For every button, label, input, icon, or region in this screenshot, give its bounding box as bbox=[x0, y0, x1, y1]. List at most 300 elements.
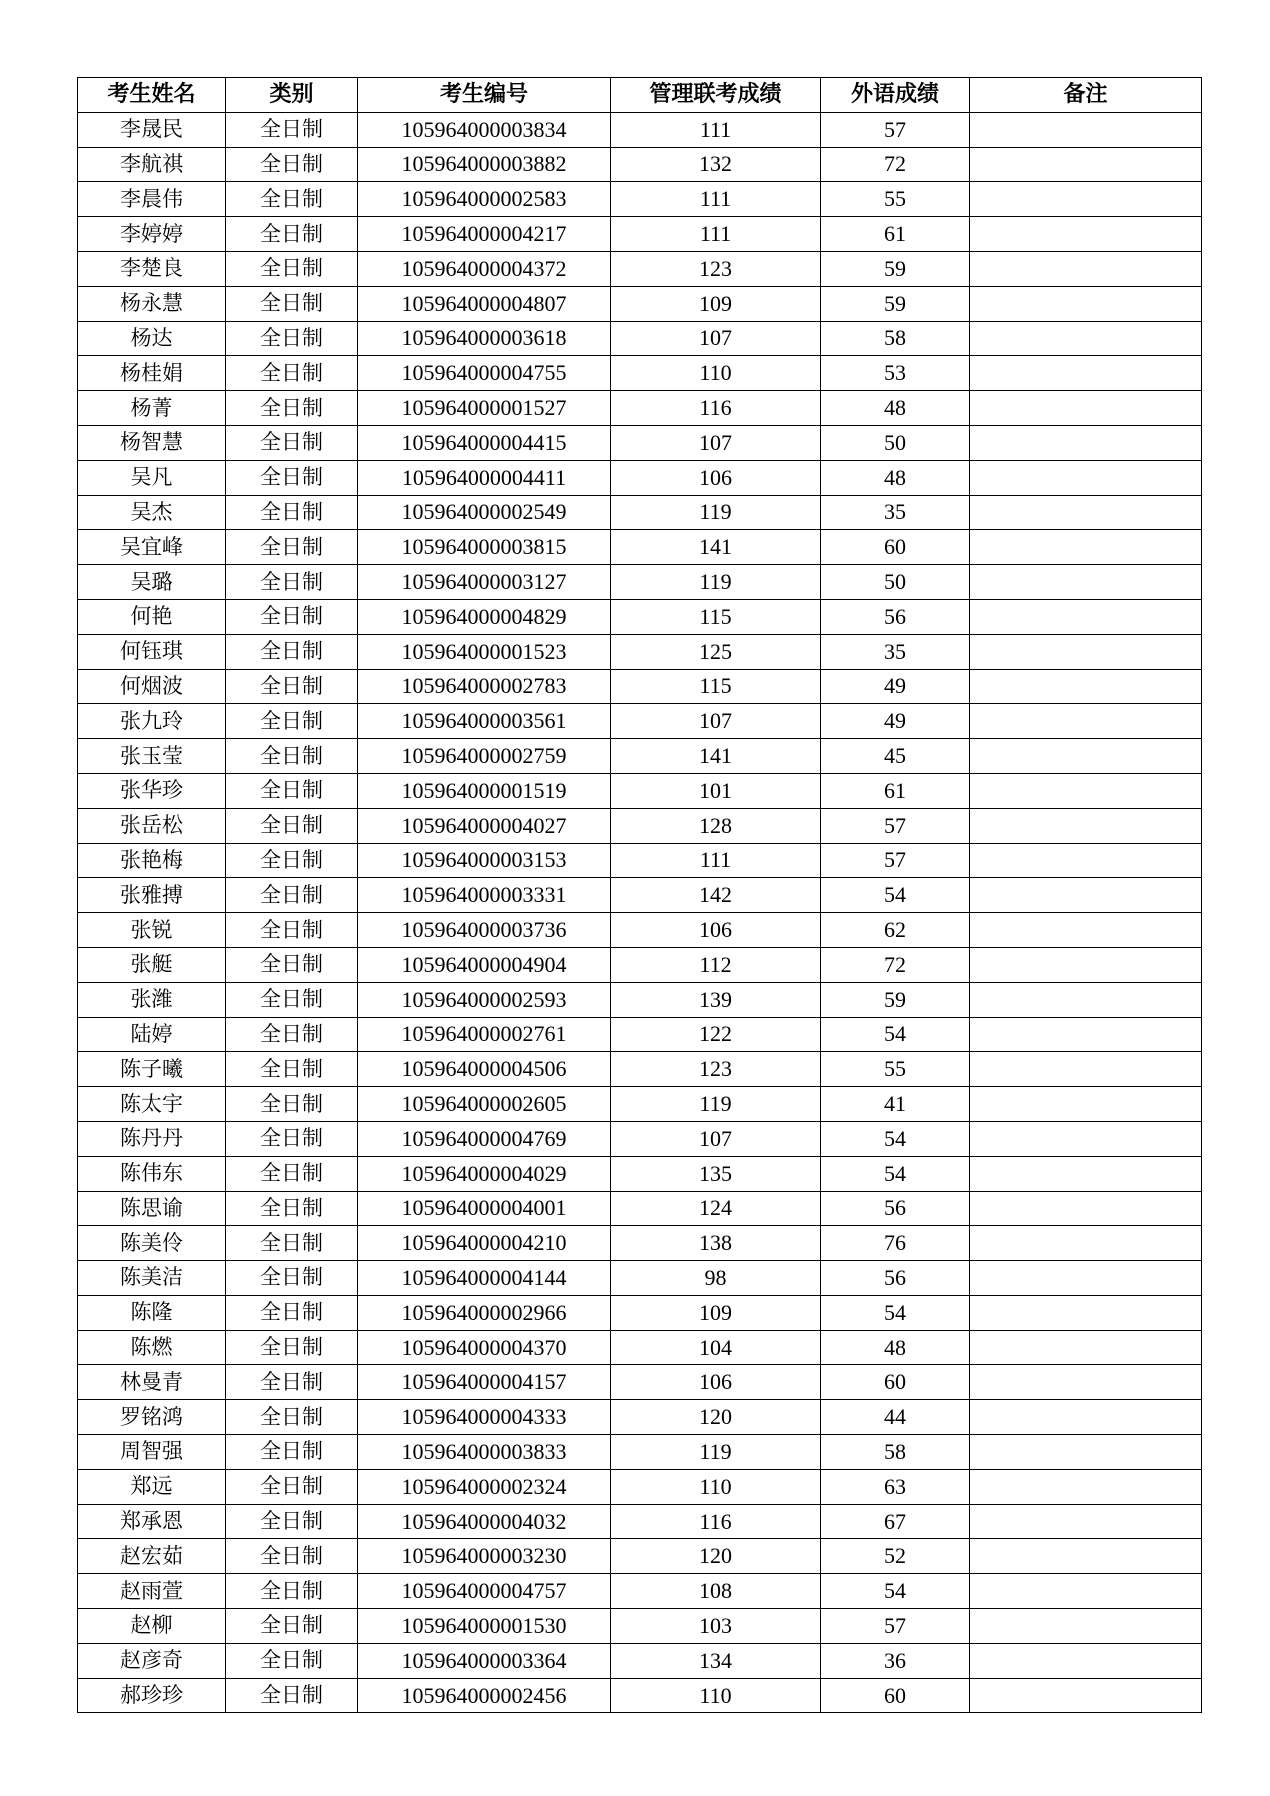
cell-foreign-score: 50 bbox=[821, 565, 970, 600]
cell-mgmt-score: 141 bbox=[611, 739, 821, 774]
table-row bbox=[78, 1156, 1202, 1191]
cell-category: 全日制 bbox=[226, 391, 358, 426]
cell-name: 赵宏茹 bbox=[78, 1539, 226, 1574]
table-row bbox=[78, 1295, 1202, 1330]
cell-mgmt-score: 119 bbox=[611, 1435, 821, 1470]
cell-candidate-id: 105964000004372 bbox=[358, 251, 611, 286]
cell-candidate-id: 105964000002324 bbox=[358, 1469, 611, 1504]
cell-note bbox=[970, 1052, 1202, 1087]
cell-candidate-id: 105964000002759 bbox=[358, 739, 611, 774]
table-row bbox=[78, 913, 1202, 948]
table-row bbox=[78, 982, 1202, 1017]
cell-name: 郝珍珍 bbox=[78, 1678, 226, 1713]
cell-name: 郑远 bbox=[78, 1469, 226, 1504]
cell-note bbox=[970, 947, 1202, 982]
cell-mgmt-score: 123 bbox=[611, 1052, 821, 1087]
header-candidate-id: 考生编号 bbox=[358, 78, 611, 113]
cell-mgmt-score: 109 bbox=[611, 286, 821, 321]
cell-category: 全日制 bbox=[226, 878, 358, 913]
cell-name: 张雅搏 bbox=[78, 878, 226, 913]
cell-name: 周智强 bbox=[78, 1435, 226, 1470]
cell-category: 全日制 bbox=[226, 1539, 358, 1574]
cell-candidate-id: 105964000004769 bbox=[358, 1121, 611, 1156]
cell-foreign-score: 61 bbox=[821, 217, 970, 252]
header-mgmt-score: 管理联考成绩 bbox=[611, 78, 821, 113]
cell-mgmt-score: 110 bbox=[611, 356, 821, 391]
cell-name: 李晨伟 bbox=[78, 182, 226, 217]
cell-note bbox=[970, 669, 1202, 704]
cell-mgmt-score: 142 bbox=[611, 878, 821, 913]
cell-foreign-score: 67 bbox=[821, 1504, 970, 1539]
cell-mgmt-score: 108 bbox=[611, 1574, 821, 1609]
cell-candidate-id: 105964000004032 bbox=[358, 1504, 611, 1539]
cell-foreign-score: 55 bbox=[821, 1052, 970, 1087]
cell-name: 张华珍 bbox=[78, 773, 226, 808]
cell-category: 全日制 bbox=[226, 1295, 358, 1330]
cell-name: 陈燃 bbox=[78, 1330, 226, 1365]
cell-note bbox=[970, 530, 1202, 565]
cell-foreign-score: 61 bbox=[821, 773, 970, 808]
cell-foreign-score: 57 bbox=[821, 1609, 970, 1644]
cell-name: 罗铭鸿 bbox=[78, 1400, 226, 1435]
cell-note bbox=[970, 391, 1202, 426]
cell-foreign-score: 44 bbox=[821, 1400, 970, 1435]
cell-candidate-id: 105964000002761 bbox=[358, 1017, 611, 1052]
table-row bbox=[78, 599, 1202, 634]
cell-note bbox=[970, 1435, 1202, 1470]
cell-candidate-id: 105964000002605 bbox=[358, 1087, 611, 1122]
table-row bbox=[78, 1191, 1202, 1226]
cell-category: 全日制 bbox=[226, 982, 358, 1017]
cell-foreign-score: 54 bbox=[821, 1121, 970, 1156]
cell-mgmt-score: 125 bbox=[611, 634, 821, 669]
cell-mgmt-score: 98 bbox=[611, 1261, 821, 1296]
cell-foreign-score: 56 bbox=[821, 1261, 970, 1296]
table-row bbox=[78, 1087, 1202, 1122]
cell-candidate-id: 105964000002456 bbox=[358, 1678, 611, 1713]
cell-note bbox=[970, 704, 1202, 739]
cell-foreign-score: 49 bbox=[821, 669, 970, 704]
cell-foreign-score: 56 bbox=[821, 599, 970, 634]
table-row bbox=[78, 182, 1202, 217]
cell-name: 李楚良 bbox=[78, 251, 226, 286]
cell-note bbox=[970, 356, 1202, 391]
cell-candidate-id: 105964000004001 bbox=[358, 1191, 611, 1226]
cell-category: 全日制 bbox=[226, 217, 358, 252]
cell-category: 全日制 bbox=[226, 1678, 358, 1713]
table-row bbox=[78, 1400, 1202, 1435]
table-row bbox=[78, 321, 1202, 356]
cell-candidate-id: 105964000004217 bbox=[358, 217, 611, 252]
table-body bbox=[78, 112, 1202, 1713]
cell-category: 全日制 bbox=[226, 1052, 358, 1087]
cell-category: 全日制 bbox=[226, 1087, 358, 1122]
table-header bbox=[78, 78, 1202, 113]
cell-candidate-id: 105964000002783 bbox=[358, 669, 611, 704]
cell-candidate-id: 105964000004029 bbox=[358, 1156, 611, 1191]
cell-note bbox=[970, 112, 1202, 147]
cell-note bbox=[970, 878, 1202, 913]
cell-candidate-id: 105964000002593 bbox=[358, 982, 611, 1017]
cell-note bbox=[970, 321, 1202, 356]
cell-name: 赵彦奇 bbox=[78, 1643, 226, 1678]
cell-foreign-score: 63 bbox=[821, 1469, 970, 1504]
cell-category: 全日制 bbox=[226, 565, 358, 600]
cell-note bbox=[970, 565, 1202, 600]
cell-candidate-id: 105964000004210 bbox=[358, 1226, 611, 1261]
cell-category: 全日制 bbox=[226, 1261, 358, 1296]
cell-note bbox=[970, 1574, 1202, 1609]
cell-note bbox=[970, 1643, 1202, 1678]
cell-candidate-id: 105964000004506 bbox=[358, 1052, 611, 1087]
cell-name: 陈子曦 bbox=[78, 1052, 226, 1087]
cell-category: 全日制 bbox=[226, 1609, 358, 1644]
cell-mgmt-score: 119 bbox=[611, 565, 821, 600]
cell-name: 吴杰 bbox=[78, 495, 226, 530]
cell-category: 全日制 bbox=[226, 1156, 358, 1191]
cell-category: 全日制 bbox=[226, 1017, 358, 1052]
table-row bbox=[78, 1261, 1202, 1296]
cell-candidate-id: 105964000004755 bbox=[358, 356, 611, 391]
cell-note bbox=[970, 599, 1202, 634]
cell-name: 郑承恩 bbox=[78, 1504, 226, 1539]
cell-category: 全日制 bbox=[226, 599, 358, 634]
cell-name: 张艇 bbox=[78, 947, 226, 982]
cell-name: 杨达 bbox=[78, 321, 226, 356]
cell-category: 全日制 bbox=[226, 286, 358, 321]
cell-category: 全日制 bbox=[226, 495, 358, 530]
table-row bbox=[78, 1226, 1202, 1261]
cell-name: 杨永慧 bbox=[78, 286, 226, 321]
cell-foreign-score: 58 bbox=[821, 321, 970, 356]
cell-mgmt-score: 116 bbox=[611, 391, 821, 426]
table-row bbox=[78, 843, 1202, 878]
cell-note bbox=[970, 182, 1202, 217]
table-row bbox=[78, 947, 1202, 982]
cell-name: 陆婷 bbox=[78, 1017, 226, 1052]
table-row bbox=[78, 634, 1202, 669]
cell-category: 全日制 bbox=[226, 1121, 358, 1156]
cell-category: 全日制 bbox=[226, 321, 358, 356]
cell-note bbox=[970, 1261, 1202, 1296]
cell-candidate-id: 105964000003815 bbox=[358, 530, 611, 565]
cell-note bbox=[970, 1539, 1202, 1574]
cell-candidate-id: 105964000001519 bbox=[358, 773, 611, 808]
cell-candidate-id: 105964000004415 bbox=[358, 425, 611, 460]
cell-candidate-id: 105964000002549 bbox=[358, 495, 611, 530]
table-row bbox=[78, 1121, 1202, 1156]
cell-candidate-id: 105964000002966 bbox=[358, 1295, 611, 1330]
cell-foreign-score: 59 bbox=[821, 286, 970, 321]
cell-name: 何烟波 bbox=[78, 669, 226, 704]
header-note: 备注 bbox=[970, 78, 1202, 113]
cell-candidate-id: 105964000002583 bbox=[358, 182, 611, 217]
cell-name: 杨智慧 bbox=[78, 425, 226, 460]
cell-note bbox=[970, 1609, 1202, 1644]
cell-mgmt-score: 111 bbox=[611, 843, 821, 878]
cell-note bbox=[970, 1365, 1202, 1400]
cell-note bbox=[970, 251, 1202, 286]
table-row bbox=[78, 251, 1202, 286]
cell-foreign-score: 54 bbox=[821, 1295, 970, 1330]
header-foreign-score: 外语成绩 bbox=[821, 78, 970, 113]
cell-name: 吴宜峰 bbox=[78, 530, 226, 565]
cell-mgmt-score: 138 bbox=[611, 1226, 821, 1261]
cell-foreign-score: 60 bbox=[821, 530, 970, 565]
cell-candidate-id: 105964000004411 bbox=[358, 460, 611, 495]
cell-mgmt-score: 135 bbox=[611, 1156, 821, 1191]
cell-category: 全日制 bbox=[226, 1435, 358, 1470]
table-row bbox=[78, 1330, 1202, 1365]
cell-note bbox=[970, 1121, 1202, 1156]
cell-name: 陈美洁 bbox=[78, 1261, 226, 1296]
header-name: 考生姓名 bbox=[78, 78, 226, 113]
cell-candidate-id: 105964000003618 bbox=[358, 321, 611, 356]
cell-candidate-id: 105964000004144 bbox=[358, 1261, 611, 1296]
cell-foreign-score: 35 bbox=[821, 634, 970, 669]
cell-note bbox=[970, 1191, 1202, 1226]
table-row bbox=[78, 1052, 1202, 1087]
cell-category: 全日制 bbox=[226, 843, 358, 878]
cell-name: 赵雨萱 bbox=[78, 1574, 226, 1609]
cell-note bbox=[970, 982, 1202, 1017]
cell-category: 全日制 bbox=[226, 1365, 358, 1400]
cell-note bbox=[970, 495, 1202, 530]
cell-mgmt-score: 111 bbox=[611, 182, 821, 217]
cell-foreign-score: 60 bbox=[821, 1678, 970, 1713]
cell-mgmt-score: 116 bbox=[611, 1504, 821, 1539]
cell-mgmt-score: 122 bbox=[611, 1017, 821, 1052]
table-row bbox=[78, 495, 1202, 530]
cell-foreign-score: 49 bbox=[821, 704, 970, 739]
cell-name: 陈丹丹 bbox=[78, 1121, 226, 1156]
cell-foreign-score: 54 bbox=[821, 1156, 970, 1191]
cell-foreign-score: 60 bbox=[821, 1365, 970, 1400]
cell-note bbox=[970, 1226, 1202, 1261]
cell-candidate-id: 105964000004157 bbox=[358, 1365, 611, 1400]
table-row bbox=[78, 1469, 1202, 1504]
cell-mgmt-score: 115 bbox=[611, 599, 821, 634]
cell-name: 林曼青 bbox=[78, 1365, 226, 1400]
cell-note bbox=[970, 1504, 1202, 1539]
cell-mgmt-score: 123 bbox=[611, 251, 821, 286]
cell-category: 全日制 bbox=[226, 947, 358, 982]
cell-foreign-score: 50 bbox=[821, 425, 970, 460]
cell-mgmt-score: 107 bbox=[611, 425, 821, 460]
cell-note bbox=[970, 1330, 1202, 1365]
cell-foreign-score: 55 bbox=[821, 182, 970, 217]
table-row bbox=[78, 1574, 1202, 1609]
cell-name: 张潍 bbox=[78, 982, 226, 1017]
cell-candidate-id: 105964000004370 bbox=[358, 1330, 611, 1365]
cell-foreign-score: 59 bbox=[821, 982, 970, 1017]
cell-note bbox=[970, 843, 1202, 878]
cell-mgmt-score: 110 bbox=[611, 1469, 821, 1504]
cell-note bbox=[970, 739, 1202, 774]
cell-mgmt-score: 115 bbox=[611, 669, 821, 704]
cell-name: 张岳松 bbox=[78, 808, 226, 843]
cell-mgmt-score: 106 bbox=[611, 460, 821, 495]
cell-mgmt-score: 139 bbox=[611, 982, 821, 1017]
cell-category: 全日制 bbox=[226, 425, 358, 460]
table-row bbox=[78, 1609, 1202, 1644]
cell-candidate-id: 105964000003561 bbox=[358, 704, 611, 739]
cell-note bbox=[970, 1087, 1202, 1122]
cell-candidate-id: 105964000003736 bbox=[358, 913, 611, 948]
cell-candidate-id: 105964000003834 bbox=[358, 112, 611, 147]
table-row bbox=[78, 112, 1202, 147]
cell-category: 全日制 bbox=[226, 634, 358, 669]
cell-name: 李航祺 bbox=[78, 147, 226, 182]
cell-note bbox=[970, 217, 1202, 252]
cell-name: 吴凡 bbox=[78, 460, 226, 495]
cell-mgmt-score: 103 bbox=[611, 1609, 821, 1644]
cell-foreign-score: 54 bbox=[821, 1574, 970, 1609]
cell-foreign-score: 57 bbox=[821, 843, 970, 878]
cell-mgmt-score: 109 bbox=[611, 1295, 821, 1330]
cell-foreign-score: 58 bbox=[821, 1435, 970, 1470]
cell-mgmt-score: 124 bbox=[611, 1191, 821, 1226]
cell-foreign-score: 72 bbox=[821, 147, 970, 182]
cell-category: 全日制 bbox=[226, 669, 358, 704]
cell-category: 全日制 bbox=[226, 1226, 358, 1261]
cell-note bbox=[970, 460, 1202, 495]
cell-category: 全日制 bbox=[226, 1330, 358, 1365]
cell-mgmt-score: 110 bbox=[611, 1678, 821, 1713]
cell-mgmt-score: 134 bbox=[611, 1643, 821, 1678]
cell-name: 陈思谕 bbox=[78, 1191, 226, 1226]
cell-category: 全日制 bbox=[226, 1469, 358, 1504]
cell-category: 全日制 bbox=[226, 1574, 358, 1609]
cell-name: 张玉莹 bbox=[78, 739, 226, 774]
cell-name: 赵柳 bbox=[78, 1609, 226, 1644]
cell-category: 全日制 bbox=[226, 182, 358, 217]
cell-candidate-id: 105964000003833 bbox=[358, 1435, 611, 1470]
cell-candidate-id: 105964000001530 bbox=[358, 1609, 611, 1644]
cell-mgmt-score: 120 bbox=[611, 1400, 821, 1435]
cell-foreign-score: 56 bbox=[821, 1191, 970, 1226]
cell-foreign-score: 45 bbox=[821, 739, 970, 774]
cell-mgmt-score: 132 bbox=[611, 147, 821, 182]
table-row bbox=[78, 704, 1202, 739]
cell-category: 全日制 bbox=[226, 1400, 358, 1435]
cell-category: 全日制 bbox=[226, 1504, 358, 1539]
cell-name: 杨桂娟 bbox=[78, 356, 226, 391]
table-row bbox=[78, 878, 1202, 913]
cell-note bbox=[970, 1400, 1202, 1435]
cell-category: 全日制 bbox=[226, 739, 358, 774]
cell-mgmt-score: 128 bbox=[611, 808, 821, 843]
cell-foreign-score: 59 bbox=[821, 251, 970, 286]
cell-mgmt-score: 141 bbox=[611, 530, 821, 565]
cell-name: 张九玲 bbox=[78, 704, 226, 739]
cell-candidate-id: 105964000003127 bbox=[358, 565, 611, 600]
cell-name: 陈太宇 bbox=[78, 1087, 226, 1122]
cell-foreign-score: 52 bbox=[821, 1539, 970, 1574]
cell-mgmt-score: 111 bbox=[611, 217, 821, 252]
cell-name: 张艳梅 bbox=[78, 843, 226, 878]
cell-mgmt-score: 119 bbox=[611, 495, 821, 530]
cell-category: 全日制 bbox=[226, 704, 358, 739]
table-row bbox=[78, 391, 1202, 426]
cell-category: 全日制 bbox=[226, 913, 358, 948]
cell-candidate-id: 105964000001523 bbox=[358, 634, 611, 669]
cell-note bbox=[970, 425, 1202, 460]
cell-candidate-id: 105964000004757 bbox=[358, 1574, 611, 1609]
cell-name: 陈伟东 bbox=[78, 1156, 226, 1191]
table-row bbox=[78, 808, 1202, 843]
cell-mgmt-score: 104 bbox=[611, 1330, 821, 1365]
table-row bbox=[78, 460, 1202, 495]
cell-name: 李晟民 bbox=[78, 112, 226, 147]
table-row bbox=[78, 217, 1202, 252]
cell-candidate-id: 105964000004829 bbox=[358, 599, 611, 634]
cell-note bbox=[970, 808, 1202, 843]
table-row bbox=[78, 286, 1202, 321]
cell-candidate-id: 105964000004027 bbox=[358, 808, 611, 843]
table-row bbox=[78, 669, 1202, 704]
cell-candidate-id: 105964000003882 bbox=[358, 147, 611, 182]
cell-foreign-score: 76 bbox=[821, 1226, 970, 1261]
cell-category: 全日制 bbox=[226, 808, 358, 843]
cell-name: 何钰琪 bbox=[78, 634, 226, 669]
cell-candidate-id: 105964000001527 bbox=[358, 391, 611, 426]
cell-category: 全日制 bbox=[226, 1191, 358, 1226]
table-row bbox=[78, 1643, 1202, 1678]
cell-candidate-id: 105964000003331 bbox=[358, 878, 611, 913]
cell-foreign-score: 41 bbox=[821, 1087, 970, 1122]
cell-mgmt-score: 101 bbox=[611, 773, 821, 808]
cell-foreign-score: 54 bbox=[821, 1017, 970, 1052]
cell-note bbox=[970, 1156, 1202, 1191]
cell-mgmt-score: 119 bbox=[611, 1087, 821, 1122]
cell-name: 杨菁 bbox=[78, 391, 226, 426]
cell-mgmt-score: 107 bbox=[611, 704, 821, 739]
table-row bbox=[78, 1365, 1202, 1400]
table-row bbox=[78, 1539, 1202, 1574]
cell-note bbox=[970, 1678, 1202, 1713]
header-category: 类别 bbox=[226, 78, 358, 113]
table-row bbox=[78, 147, 1202, 182]
cell-note bbox=[970, 913, 1202, 948]
cell-category: 全日制 bbox=[226, 773, 358, 808]
table-row bbox=[78, 425, 1202, 460]
cell-note bbox=[970, 634, 1202, 669]
table-row bbox=[78, 1504, 1202, 1539]
cell-foreign-score: 62 bbox=[821, 913, 970, 948]
cell-category: 全日制 bbox=[226, 147, 358, 182]
cell-candidate-id: 105964000004333 bbox=[358, 1400, 611, 1435]
cell-candidate-id: 105964000004807 bbox=[358, 286, 611, 321]
cell-foreign-score: 48 bbox=[821, 1330, 970, 1365]
cell-foreign-score: 54 bbox=[821, 878, 970, 913]
cell-mgmt-score: 107 bbox=[611, 1121, 821, 1156]
cell-note bbox=[970, 773, 1202, 808]
cell-candidate-id: 105964000003230 bbox=[358, 1539, 611, 1574]
cell-category: 全日制 bbox=[226, 356, 358, 391]
cell-name: 陈隆 bbox=[78, 1295, 226, 1330]
cell-mgmt-score: 120 bbox=[611, 1539, 821, 1574]
cell-category: 全日制 bbox=[226, 1643, 358, 1678]
cell-name: 何艳 bbox=[78, 599, 226, 634]
cell-note bbox=[970, 147, 1202, 182]
cell-mgmt-score: 106 bbox=[611, 913, 821, 948]
table-row bbox=[78, 739, 1202, 774]
score-table bbox=[77, 77, 1202, 1713]
table-row bbox=[78, 565, 1202, 600]
cell-mgmt-score: 111 bbox=[611, 112, 821, 147]
cell-note bbox=[970, 286, 1202, 321]
